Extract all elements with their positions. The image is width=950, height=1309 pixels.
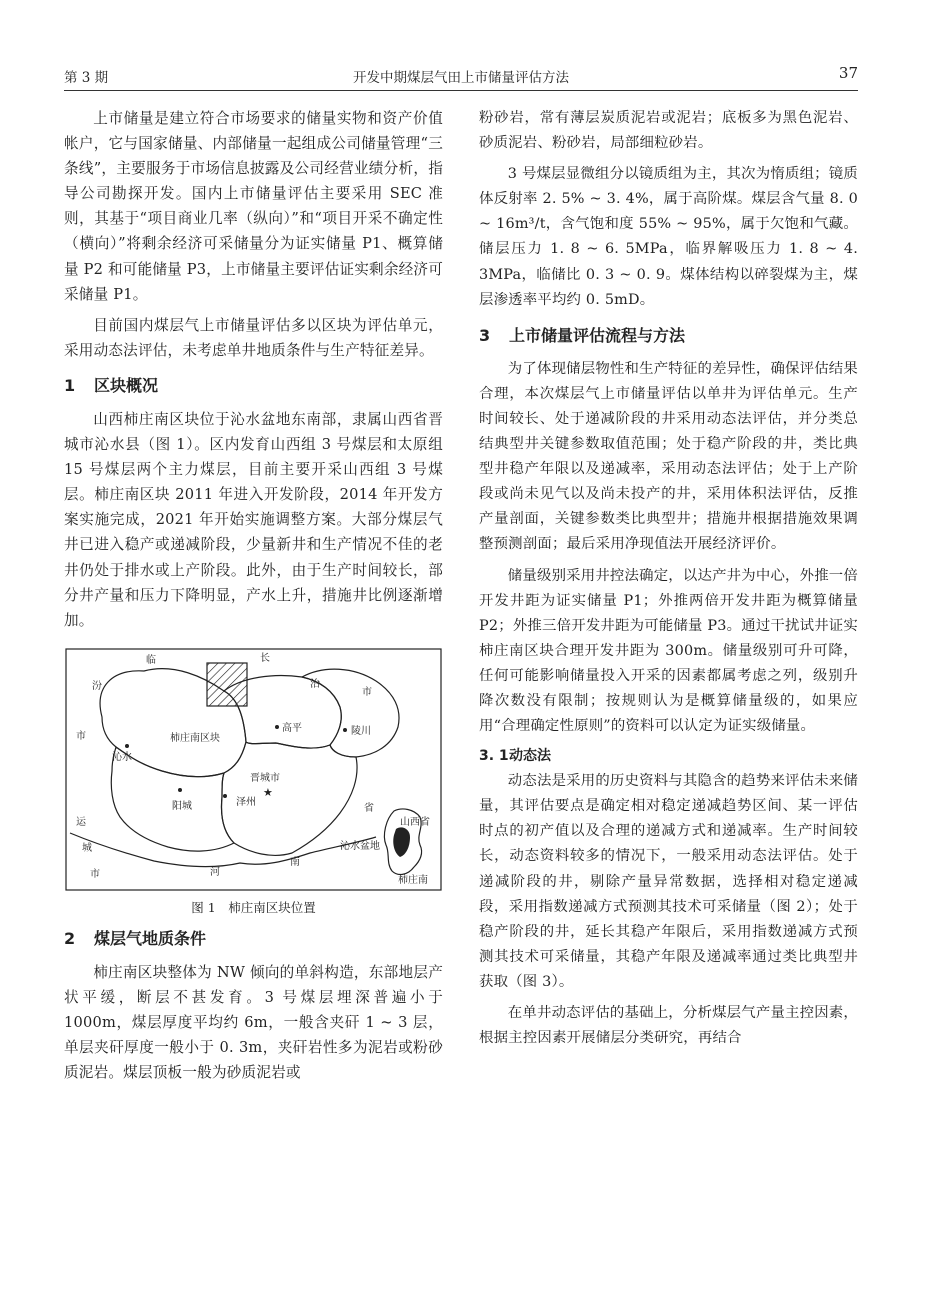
study-area-shizhuangnan xyxy=(207,663,247,706)
map-label: 市 xyxy=(90,868,100,880)
city-dot-qinshui xyxy=(125,744,129,748)
section-heading xyxy=(64,375,443,397)
left-column xyxy=(64,106,443,1091)
map-label: 泽州 xyxy=(236,796,256,808)
paragraph: 储量级别采用井控法确定，以达产井为中心，外推一倍开发井距为证实储量 P1；外推两倍开发井距为概算储量 P2；外推三倍开发井距为可能储量 P3。通过干扰试井证实柿庄南区块合理开发井距为 300m。储量级别可升可降，任何可能影响储量投入开采的因素都属考虑之列，级别升降次数没有限制；按规则认为是概算储量级的，如果应用“合理确定性原则”的资料可以认定为证实级储量。 xyxy=(479,567,858,735)
map-label: 运 xyxy=(76,816,86,828)
map-label: 汾 xyxy=(92,680,102,692)
paragraph: 为了体现储层物性和生产特征的差异性，确保评估结果合理，本次煤层气上市储量评估以单井为评估单元。生产时间较长、处于递减阶段的井采用动态法评估，并分类总结典型井关键参数取值范围；处于稳产阶段的井，类比典型井稳产年限以及递减率，采用动态法评估；处于上产阶段或尚未见气以及尚未投产的井，采用体积法评估，反推产量剖面，关键参数类比典型井；措施井根据措施效果调整预测剖面；最后采用净现值法开展经济评价。 xyxy=(479,360,858,553)
map-label: 高平 xyxy=(282,722,302,734)
section-title: 煤层气地质条件 xyxy=(94,928,207,948)
map-frame xyxy=(66,649,441,890)
paragraph: 粉砂岩，常有薄层炭质泥岩或泥岩；底板多为黑色泥岩、砂质泥岩、粉砂岩，局部细粒砂岩。 xyxy=(479,110,858,152)
map-label: 省 xyxy=(364,802,374,814)
map-label: 南 xyxy=(290,856,300,868)
figure-caption: 图 1 柿庄南区块位置 xyxy=(191,899,316,915)
map-label: 市 xyxy=(362,686,372,698)
map-label: 晋城市 xyxy=(250,772,280,784)
page-number: 37 xyxy=(838,64,858,82)
location-map xyxy=(64,647,443,892)
running-title: 开发中期煤层气田上市储量评估方法 xyxy=(353,70,569,86)
map-label: 柿庄南区块 xyxy=(170,732,220,744)
section-heading xyxy=(64,928,443,950)
map-label: 柿庄南 xyxy=(398,874,428,886)
header-rule xyxy=(64,90,858,91)
subsection-heading xyxy=(479,745,858,767)
paragraph: 山西柿庄南区块位于沁水盆地东南部，隶属山西省晋城市沁水县（图 1）。区内发育山西组 3 号煤层和太原组 15 号煤层两个主力煤层，目前主要开采山西组 3 号煤层。柿庄南区块 2011 年进入开发阶段，2014 年开发方案实施完成，2021 年开始实施调整方案。大部分煤层气井已进入稳产或递减阶段，少量新井和生产情况不佳的老井仍处于排水或上产阶段。此外，由于生产时间较长，部分井产量和压力下降明显，产水上升，措施井比例逐渐增加。 xyxy=(64,410,443,629)
city-dot-yangcheng xyxy=(178,788,182,792)
subsection-title: 动态法 xyxy=(509,748,551,765)
capital-star-icon: ★ xyxy=(263,785,273,799)
map-label: 沁水 xyxy=(112,751,132,763)
paragraph: 在单井动态评估的基础上，分析煤层气产量主控因素，根据主控因素开展储层分类研究，再结合 xyxy=(479,1005,858,1047)
city-dot-zezhou xyxy=(223,794,227,798)
city-dot-gaoping xyxy=(275,725,279,729)
map-label: 长 xyxy=(260,652,270,664)
location-map-figure xyxy=(64,647,443,892)
map-label: 临 xyxy=(146,654,156,666)
issue-label: 第 3 期 xyxy=(64,70,109,86)
map-label: 沁水盆地 xyxy=(340,840,380,852)
map-label: 市 xyxy=(76,730,86,742)
section-heading xyxy=(479,325,858,347)
map-label: 陵川 xyxy=(351,725,371,737)
section-number: 3 xyxy=(479,325,491,345)
section-number: 2 xyxy=(64,928,76,948)
map-label: 山西省 xyxy=(400,816,430,828)
paragraph: 动态法是采用的历史资料与其隐含的趋势来评估未来储量，其评估要点是确定相对稳定递减趋势区间、某一评估时点的初产值以及合理的递减方式和递减率。生产时间较长，动态资料较多的情况下，一般采用动态法评估。处于递减阶段的井，剔除产量异常数据，选择相对稳定递减段，采用指数递减方式预测其技术可采储量（图 2）；处于稳产阶段的井，延长其稳产年限后，采用指数递减方式预测其技术可采储量，其稳产年限及递减率通过类比典型井获取（图 3）。 xyxy=(479,773,858,990)
section-title: 上市储量评估流程与方法 xyxy=(509,325,686,345)
paragraph: 柿庄南区块整体为 NW 倾向的单斜构造，东部地层产状平缓，断层不甚发育。3 号煤层埋深普遍小于 1000m，煤层厚度平均约 6m，一般含夹矸 1 ~ 3 层，单层夹矸厚度一般小于 0. 3m，夹矸岩性多为泥岩或粉砂质泥岩。煤层顶板一般为砂质泥岩或 xyxy=(64,963,443,1082)
subsection-number: 3. 1 xyxy=(479,748,509,765)
paragraph: 上市储量是建立符合市场要求的储量实物和资产价值帐户，它与国家储量、内部储量一起组成公司储量管理“三条线”，主要服务于市场信息披露及公司经营业绩分析，指导公司勘探开发。国内上市储量评估主要采用 SEC 准则，其基于“项目商业几率（纵向）”和“项目开采不确定性（横向）”将剩余经济可采储量分为证实储量 P1、概算储量 P2 和可能储量 P3，上市储量主要评估证实剩余经济可采储量 P1。 xyxy=(64,110,443,303)
map-label: 阳城 xyxy=(172,800,192,812)
section-title: 区块概况 xyxy=(94,375,159,395)
city-dot-lingchuan xyxy=(343,728,347,732)
paragraph: 3 号煤层显微组分以镜质组为主，其次为惰质组；镜质体反射率 2. 5% ~ 3. 4%，属于高阶煤。煤层含气量 8. 0 ~ 16m³/t，含气饱和度 55% ~ 95%，属于欠饱和气藏。储层压力 1. 8 ~ 6. 5MPa，临界解吸压力 1. 8 ~ 4. 3MPa，临储比 0. 3 ~ 0. 9。煤体结构以碎裂煤为主，煤层渗透率平均约 0. 5mD。 xyxy=(479,166,858,308)
right-column xyxy=(479,106,858,1057)
section-number: 1 xyxy=(64,375,76,395)
map-label: 城 xyxy=(82,842,92,854)
map-label: 治 xyxy=(310,678,320,690)
paragraph: 目前国内煤层气上市储量评估多以区块为评估单元，采用动态法评估，未考虑单井地质条件与生产特征差异。 xyxy=(64,316,443,359)
running-header xyxy=(64,62,858,88)
map-label: 河 xyxy=(210,866,220,878)
